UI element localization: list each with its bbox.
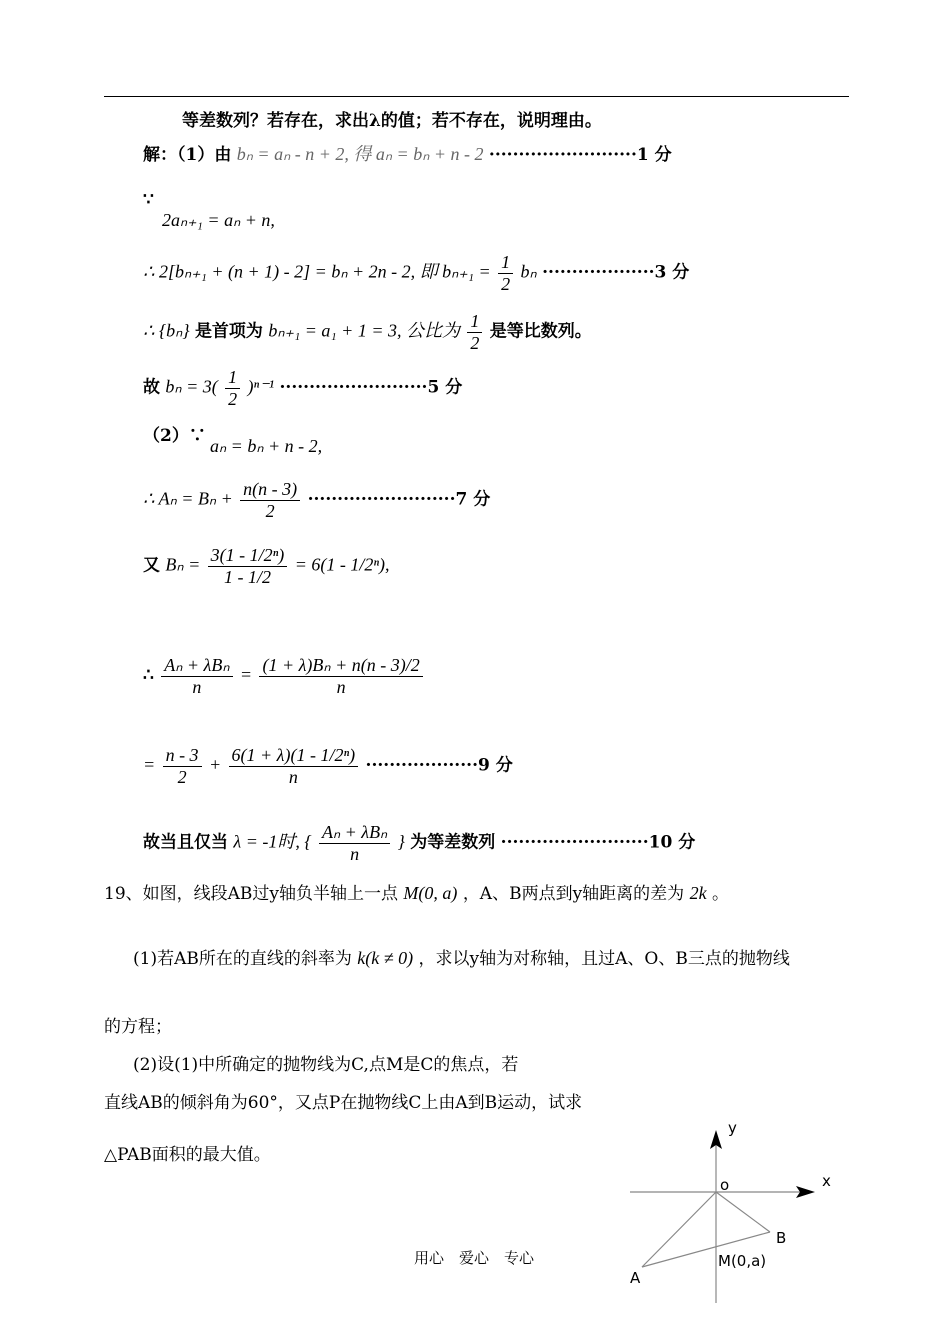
formula-bn-tail: bₙ bbox=[520, 261, 537, 282]
score-9: ···················9 分 bbox=[365, 755, 513, 776]
point-M-label: M(0,a) bbox=[718, 1252, 767, 1270]
score-1: ·························1 分 bbox=[488, 145, 672, 165]
fraction-Bn-sum: $\frac{\text{3(1 - 1/2ⁿ)}}{1 - 1/2}$ bbox=[208, 545, 288, 587]
score-7: ·························7 分 bbox=[307, 489, 491, 510]
q19-distance: ，A、B两点到y轴距离的差为 bbox=[462, 884, 685, 904]
q19-intro: 19、如图，线段AB过y轴负半轴上一点 bbox=[104, 884, 399, 904]
sequence-bn: ∴ {bₙ} bbox=[143, 320, 190, 341]
formula-exponent: )ⁿ⁻¹ bbox=[247, 376, 275, 397]
brace-close: } bbox=[397, 831, 405, 852]
fraction-arith-seq: $\frac{\text{Aₙ + λBₙ}}{n}$ bbox=[319, 822, 390, 864]
fraction-lambda-term: $\frac{\text{6(1 + λ)(1 - 1/2ⁿ)}}{n}$ bbox=[229, 745, 359, 787]
header-line: 等差数列？若存在，求出λ的值；若不存在，说明理由。 bbox=[182, 111, 602, 131]
formula-An: ∴ Aₙ = Bₙ + bbox=[143, 488, 233, 509]
value-2k: 2k bbox=[689, 883, 707, 903]
formula-an: aₙ = bₙ + n - 2, bbox=[210, 436, 323, 456]
q19-line-6: △PAB面积的最大值。 bbox=[104, 1145, 271, 1165]
formula-bn: bₙ = aₙ - n + 2, 得 aₙ = bₙ + n - 2 bbox=[236, 144, 484, 164]
text-geometric: 是等比数列。 bbox=[489, 321, 592, 342]
page-footer: 用心 爱心 专心 bbox=[414, 1249, 535, 1267]
solution-line-11 bbox=[143, 822, 695, 864]
formula-Bn-result: = 6(1 - 1/2ⁿ), bbox=[294, 554, 390, 575]
segment-OA bbox=[642, 1192, 716, 1267]
formula-Bn: Bₙ = bbox=[165, 554, 201, 575]
q19-line-3: 的方程； bbox=[104, 1017, 172, 1037]
score-10: ·························10 分 bbox=[500, 832, 696, 853]
text-first-term: 是首项为 bbox=[194, 321, 263, 342]
slope-k: k(k ≠ 0) bbox=[357, 948, 414, 968]
text-also: 又 bbox=[143, 555, 160, 576]
solution-line-7 bbox=[143, 479, 490, 521]
point-A-label: A bbox=[630, 1269, 641, 1287]
part-2-label: （2）∵ bbox=[143, 426, 206, 446]
fraction-lambda-Bn: $\frac{\text{(1 + λ)Bₙ + n(n - 3)/2}}{n}$ bbox=[259, 655, 422, 697]
q19-part1-rest: ，求以y轴为对称轴，且过A、O、B三点的抛物线 bbox=[418, 949, 790, 969]
header-rule bbox=[104, 96, 849, 97]
score-5: ·························5 分 bbox=[279, 377, 463, 398]
q19-line-1 bbox=[104, 879, 729, 904]
score-3: ···················3 分 bbox=[542, 262, 690, 283]
text-iff: 故当且仅当 bbox=[143, 832, 228, 853]
point-M: M(0, a) bbox=[403, 883, 458, 903]
solution-label: 解：（1）由 bbox=[143, 145, 232, 165]
text-therefore: 故 bbox=[143, 377, 160, 398]
formula-bn-general: bₙ = 3( bbox=[165, 376, 218, 397]
fraction-n-n3: $\frac{n(n - 3)}{2}$ bbox=[240, 479, 300, 521]
solution-line-1 bbox=[143, 140, 672, 166]
q19-line-4: (2)设(1)中所确定的抛物线为C,点M是C的焦点，若 bbox=[133, 1055, 519, 1075]
formula-lambda: λ = -1时, { bbox=[233, 831, 312, 852]
solution-line-10 bbox=[143, 745, 513, 787]
origin-label: o bbox=[720, 1176, 730, 1194]
fraction-n3-2: $\frac{n - 3}{2}$ bbox=[163, 745, 202, 787]
q19-line-2 bbox=[133, 944, 790, 969]
fraction-half-power: $\frac{1}{2}$ bbox=[225, 367, 240, 409]
solution-line-3 bbox=[143, 252, 689, 294]
plus-sign: + bbox=[208, 754, 222, 775]
solution-line-9 bbox=[143, 655, 425, 697]
formula-bn-recurrence: ∴ 2[bₙ₊₁ + (n + 1) - 2] = bₙ + 2n - 2, 即 bₙ₊₁ = bbox=[143, 261, 491, 282]
q19-part1: (1)若AB所在的直线的斜率为 bbox=[133, 949, 352, 969]
point-B-label: B bbox=[776, 1229, 787, 1247]
q19-line-5: 直线AB的倾斜角为60°，又点P在抛物线C上由A到B运动，试求 bbox=[104, 1093, 583, 1113]
equals-sign-2: = bbox=[143, 754, 156, 775]
equals-sign: = bbox=[239, 664, 253, 685]
text-arithmetic: 为等差数列 bbox=[410, 832, 496, 853]
y-label: y bbox=[728, 1119, 737, 1137]
formula-first-term: bₙ₊₁ = a₁ + 1 = 3, 公比为 bbox=[268, 320, 460, 341]
fraction-ratio: $\frac{1}{2}$ bbox=[467, 311, 482, 353]
segment-OB bbox=[716, 1192, 770, 1232]
solution-line-8 bbox=[143, 545, 390, 587]
fraction-An-lambda: $\frac{\text{Aₙ + λBₙ}}{n}$ bbox=[161, 655, 232, 697]
therefore-symbol: ∴ bbox=[143, 665, 154, 686]
coordinate-figure bbox=[620, 1115, 850, 1315]
q19-period: 。 bbox=[712, 884, 729, 904]
fraction-half: $\frac{1}{2}$ bbox=[498, 252, 513, 294]
solution-line-5 bbox=[143, 367, 462, 409]
because-symbol: ∵ bbox=[143, 190, 154, 210]
solution-line-4 bbox=[143, 311, 592, 353]
x-label: x bbox=[822, 1172, 831, 1190]
formula-recurrence: 2aₙ₊₁ = aₙ + n, bbox=[162, 210, 275, 230]
